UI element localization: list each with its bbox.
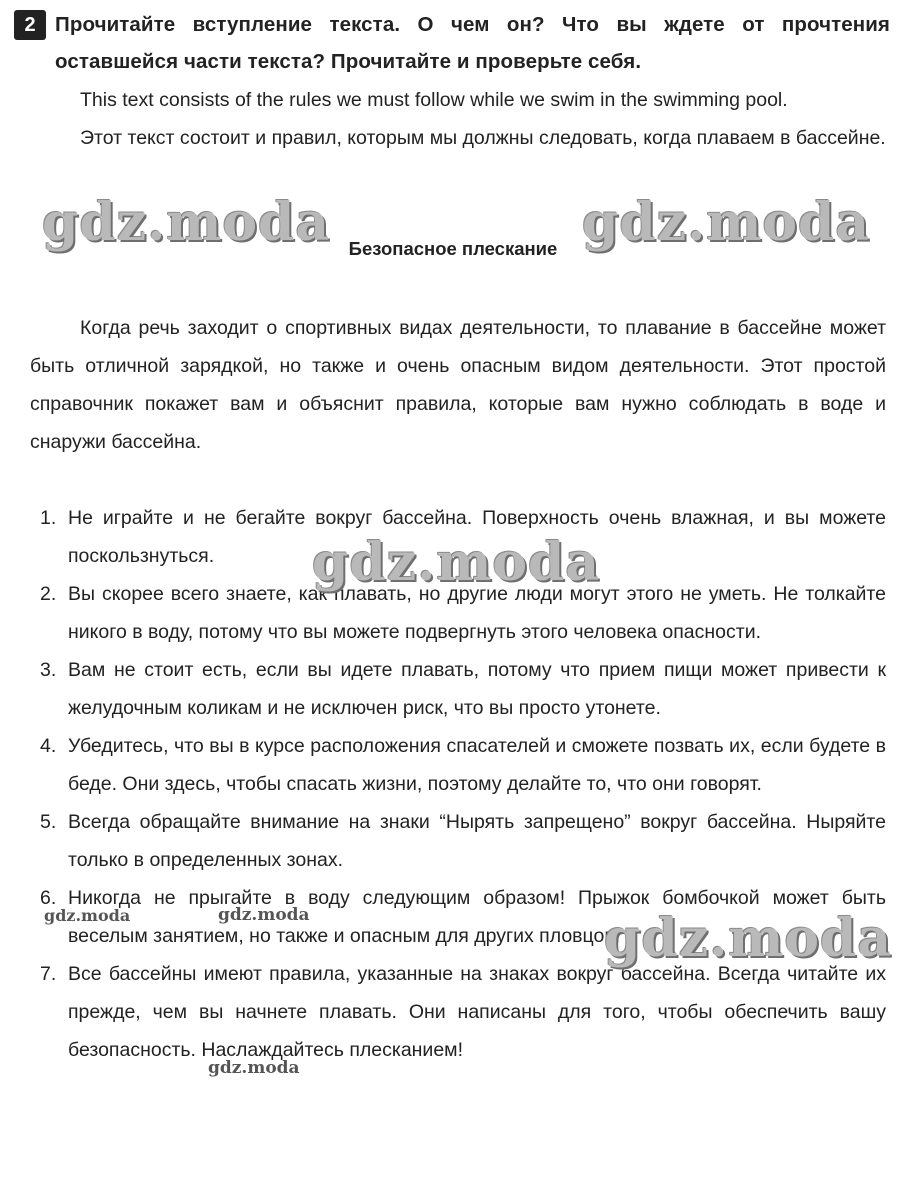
rule-text: Всегда обращайте внимание на знаки “Нырять запрещено” вокруг бассейна. Ныряйте только в определенных зонах. <box>68 811 886 871</box>
rule-text: Никогда не прыгайте в воду следующим образом! Прыжок бомбочкой может быть веселым занятием, но также и опасным для других пловцов. <box>68 887 886 947</box>
watermark: gdz.moda <box>582 192 871 253</box>
rule-number: 3. <box>40 659 57 681</box>
rules-list <box>30 499 886 1069</box>
rule-number: 6. <box>40 887 57 909</box>
watermark: gdz.moda <box>604 908 893 969</box>
watermark-small: gdz.moda <box>44 906 131 925</box>
rule-number: 2. <box>40 583 57 605</box>
rule-item <box>30 575 886 651</box>
intro-english: This text consists of the rules we must follow while we swim in the swimming pool. <box>80 89 788 111</box>
watermark: gdz.moda <box>312 532 601 593</box>
rule-number: 7. <box>40 963 57 985</box>
rule-item <box>30 955 886 1069</box>
rule-text: Вы скорее всего знаете, как плавать, но другие люди могут этого не уметь. Не толкайте никого в воду, потому что вы можете подвергнуть этого человека опасности. <box>68 583 886 643</box>
article-lead: Когда речь заходит о спортивных видах деятельности, то плавание в бассейне может быть отличной зарядкой, но также и очень опасным видом деятельности. Этот простой справочник покажет вам и объяснит правила, которые вам нужно соблюдать в воде и снаружи бассейна. <box>30 317 886 453</box>
rule-item <box>30 651 886 727</box>
rule-text: Не играйте и не бегайте вокруг бассейна. Поверхность очень влажная, и вы можете поскользнуться. <box>68 507 886 567</box>
rule-item <box>30 803 886 879</box>
rule-number: 4. <box>40 735 57 757</box>
watermark-small: gdz.moda <box>208 1058 300 1078</box>
watermark: gdz.moda <box>42 192 331 253</box>
rule-text: Все бассейны имеют правила, указанные на знаках вокруг бассейна. Всегда читайте их прежде, чем вы начнете плавать. Они написаны для того, чтобы обеспечить вашу безопасность. Наслаждайтесь плесканием! <box>68 963 886 1061</box>
rule-text: Вам не стоит есть, если вы идете плавать, потому что прием пищи может привести к желудочным коликам и не исключен риск, что вы просто утонете. <box>68 659 886 719</box>
watermark-small: gdz.moda <box>218 905 310 925</box>
rule-text: Убедитесь, что вы в курсе расположения спасателей и сможете позвать их, если будете в беде. Они здесь, чтобы спасать жизни, поэтому делайте то, что они говорят. <box>68 735 886 795</box>
rule-number: 5. <box>40 811 57 833</box>
article-title: Безопасное плескание <box>348 238 558 259</box>
rule-item <box>30 727 886 803</box>
rule-number: 1. <box>40 507 57 529</box>
rule-item <box>30 879 886 955</box>
intro-russian: Этот текст состоит и правил, которым мы должны следовать, когда плаваем в бассейне. <box>80 127 886 149</box>
rule-item <box>30 499 886 575</box>
task-number-badge: 2 <box>14 10 46 40</box>
task-instruction: Прочитайте вступление текста. О чем он? Что вы ждете от прочтения оставшейся части текста? Прочитайте и проверьте себя. <box>55 13 890 73</box>
